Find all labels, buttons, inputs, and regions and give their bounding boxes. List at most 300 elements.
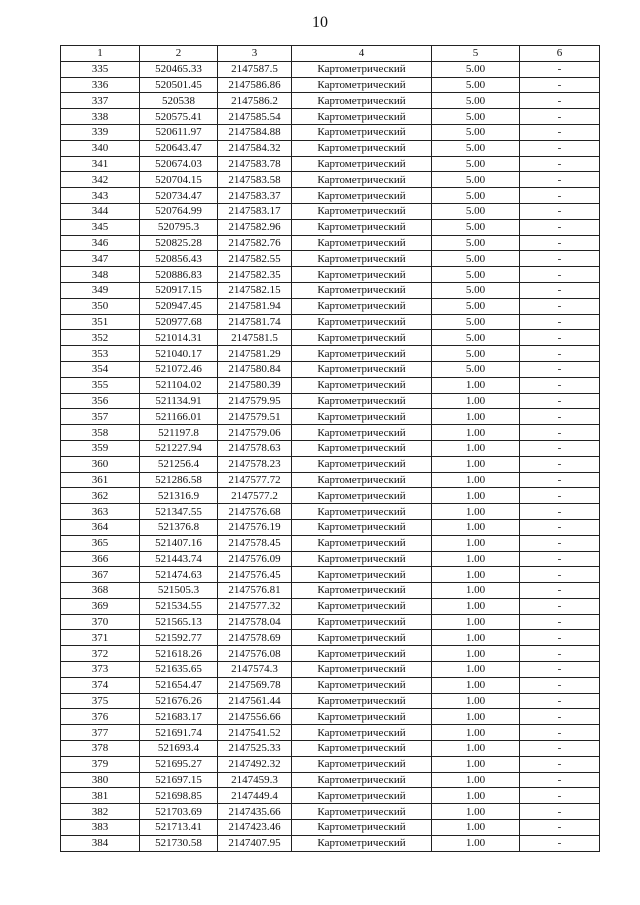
y-coordinate-cell: 2147578.23 [218, 456, 292, 472]
point-number-cell: 336 [61, 77, 140, 93]
x-coordinate-cell: 520611.97 [140, 124, 218, 140]
accuracy-cell: 5.00 [432, 203, 520, 219]
point-number-cell: 343 [61, 188, 140, 204]
method-cell: Картометрический [292, 188, 432, 204]
accuracy-cell: 5.00 [432, 188, 520, 204]
point-number-cell: 369 [61, 598, 140, 614]
description-cell: - [520, 519, 600, 535]
description-cell: - [520, 156, 600, 172]
x-coordinate-cell: 520886.83 [140, 267, 218, 283]
method-cell: Картометрический [292, 456, 432, 472]
method-cell: Картометрический [292, 251, 432, 267]
method-cell: Картометрический [292, 93, 432, 109]
table-row [61, 662, 600, 678]
y-coordinate-cell: 2147578.45 [218, 535, 292, 551]
point-number-cell: 362 [61, 488, 140, 504]
x-coordinate-cell: 520501.45 [140, 77, 218, 93]
y-coordinate-cell: 2147582.96 [218, 219, 292, 235]
method-cell: Картометрический [292, 377, 432, 393]
description-cell: - [520, 172, 600, 188]
table-row [61, 109, 600, 125]
point-number-cell: 337 [61, 93, 140, 109]
method-cell: Картометрический [292, 314, 432, 330]
column-header: 6 [520, 46, 600, 62]
table-row [61, 377, 600, 393]
accuracy-cell: 1.00 [432, 598, 520, 614]
description-cell: - [520, 741, 600, 757]
description-cell: - [520, 630, 600, 646]
table-row [61, 788, 600, 804]
method-cell: Картометрический [292, 203, 432, 219]
method-cell: Картометрический [292, 598, 432, 614]
description-cell: - [520, 756, 600, 772]
point-number-cell: 379 [61, 756, 140, 772]
x-coordinate-cell: 520704.15 [140, 172, 218, 188]
x-coordinate-cell: 520825.28 [140, 235, 218, 251]
column-header: 3 [218, 46, 292, 62]
table-row [61, 551, 600, 567]
x-coordinate-cell: 521698.85 [140, 788, 218, 804]
description-cell: - [520, 219, 600, 235]
accuracy-cell: 1.00 [432, 551, 520, 567]
accuracy-cell: 1.00 [432, 393, 520, 409]
method-cell: Картометрический [292, 772, 432, 788]
description-cell: - [520, 377, 600, 393]
table-row [61, 361, 600, 377]
method-cell: Картометрический [292, 693, 432, 709]
point-number-cell: 352 [61, 330, 140, 346]
table-row [61, 282, 600, 298]
method-cell: Картометрический [292, 282, 432, 298]
accuracy-cell: 1.00 [432, 820, 520, 836]
y-coordinate-cell: 2147578.63 [218, 440, 292, 456]
table-row [61, 693, 600, 709]
accuracy-cell: 5.00 [432, 77, 520, 93]
x-coordinate-cell: 521134.91 [140, 393, 218, 409]
point-number-cell: 354 [61, 361, 140, 377]
y-coordinate-cell: 2147578.69 [218, 630, 292, 646]
accuracy-cell: 1.00 [432, 425, 520, 441]
accuracy-cell: 1.00 [432, 709, 520, 725]
description-cell: - [520, 614, 600, 630]
y-coordinate-cell: 2147577.72 [218, 472, 292, 488]
y-coordinate-cell: 2147583.37 [218, 188, 292, 204]
method-cell: Картометрический [292, 741, 432, 757]
method-cell: Картометрический [292, 298, 432, 314]
x-coordinate-cell: 521014.31 [140, 330, 218, 346]
method-cell: Картометрический [292, 109, 432, 125]
point-number-cell: 344 [61, 203, 140, 219]
method-cell: Картометрический [292, 725, 432, 741]
column-header: 4 [292, 46, 432, 62]
column-header: 5 [432, 46, 520, 62]
table-row [61, 203, 600, 219]
accuracy-cell: 1.00 [432, 788, 520, 804]
x-coordinate-cell: 520977.68 [140, 314, 218, 330]
x-coordinate-cell: 521592.77 [140, 630, 218, 646]
table-row [61, 440, 600, 456]
table-row [61, 393, 600, 409]
method-cell: Картометрический [292, 361, 432, 377]
description-cell: - [520, 551, 600, 567]
point-number-cell: 373 [61, 662, 140, 678]
point-number-cell: 361 [61, 472, 140, 488]
description-cell: - [520, 109, 600, 125]
table-row [61, 598, 600, 614]
table-row [61, 409, 600, 425]
x-coordinate-cell: 521534.55 [140, 598, 218, 614]
y-coordinate-cell: 2147582.35 [218, 267, 292, 283]
y-coordinate-cell: 2147578.04 [218, 614, 292, 630]
accuracy-cell: 1.00 [432, 614, 520, 630]
accuracy-cell: 5.00 [432, 156, 520, 172]
y-coordinate-cell: 2147561.44 [218, 693, 292, 709]
x-coordinate-cell: 521676.26 [140, 693, 218, 709]
table-row [61, 330, 600, 346]
y-coordinate-cell: 2147586.86 [218, 77, 292, 93]
x-coordinate-cell: 520643.47 [140, 140, 218, 156]
accuracy-cell: 1.00 [432, 535, 520, 551]
y-coordinate-cell: 2147435.66 [218, 804, 292, 820]
y-coordinate-cell: 2147583.17 [218, 203, 292, 219]
method-cell: Картометрический [292, 267, 432, 283]
method-cell: Картометрический [292, 709, 432, 725]
accuracy-cell: 1.00 [432, 662, 520, 678]
coordinates-table [60, 45, 600, 852]
point-number-cell: 357 [61, 409, 140, 425]
method-cell: Картометрический [292, 677, 432, 693]
column-header: 1 [61, 46, 140, 62]
description-cell: - [520, 188, 600, 204]
table-row [61, 235, 600, 251]
method-cell: Картометрический [292, 409, 432, 425]
x-coordinate-cell: 520917.15 [140, 282, 218, 298]
x-coordinate-cell: 521227.94 [140, 440, 218, 456]
y-coordinate-cell: 2147579.95 [218, 393, 292, 409]
table-row [61, 219, 600, 235]
x-coordinate-cell: 521695.27 [140, 756, 218, 772]
accuracy-cell: 5.00 [432, 251, 520, 267]
x-coordinate-cell: 521072.46 [140, 361, 218, 377]
accuracy-cell: 5.00 [432, 298, 520, 314]
point-number-cell: 365 [61, 535, 140, 551]
x-coordinate-cell: 520575.41 [140, 109, 218, 125]
point-number-cell: 353 [61, 346, 140, 362]
y-coordinate-cell: 2147576.68 [218, 504, 292, 520]
table-row [61, 156, 600, 172]
y-coordinate-cell: 2147583.58 [218, 172, 292, 188]
table-row [61, 251, 600, 267]
x-coordinate-cell: 521197.8 [140, 425, 218, 441]
point-number-cell: 350 [61, 298, 140, 314]
method-cell: Картометрический [292, 630, 432, 646]
description-cell: - [520, 820, 600, 836]
point-number-cell: 359 [61, 440, 140, 456]
method-cell: Картометрический [292, 551, 432, 567]
accuracy-cell: 1.00 [432, 488, 520, 504]
accuracy-cell: 1.00 [432, 472, 520, 488]
x-coordinate-cell: 520538 [140, 93, 218, 109]
y-coordinate-cell: 2147576.81 [218, 583, 292, 599]
x-coordinate-cell: 520795.3 [140, 219, 218, 235]
method-cell: Картометрический [292, 788, 432, 804]
accuracy-cell: 1.00 [432, 409, 520, 425]
y-coordinate-cell: 2147581.94 [218, 298, 292, 314]
y-coordinate-cell: 2147579.06 [218, 425, 292, 441]
point-number-cell: 360 [61, 456, 140, 472]
point-number-cell: 347 [61, 251, 140, 267]
point-number-cell: 383 [61, 820, 140, 836]
point-number-cell: 380 [61, 772, 140, 788]
point-number-cell: 340 [61, 140, 140, 156]
point-number-cell: 364 [61, 519, 140, 535]
table-row [61, 61, 600, 77]
y-coordinate-cell: 2147586.2 [218, 93, 292, 109]
description-cell: - [520, 456, 600, 472]
x-coordinate-cell: 520764.99 [140, 203, 218, 219]
accuracy-cell: 5.00 [432, 219, 520, 235]
x-coordinate-cell: 521693.4 [140, 741, 218, 757]
x-coordinate-cell: 521256.4 [140, 456, 218, 472]
method-cell: Картометрический [292, 820, 432, 836]
description-cell: - [520, 93, 600, 109]
y-coordinate-cell: 2147449.4 [218, 788, 292, 804]
point-number-cell: 368 [61, 583, 140, 599]
x-coordinate-cell: 521691.74 [140, 725, 218, 741]
point-number-cell: 335 [61, 61, 140, 77]
accuracy-cell: 1.00 [432, 504, 520, 520]
description-cell: - [520, 772, 600, 788]
x-coordinate-cell: 520674.03 [140, 156, 218, 172]
method-cell: Картометрический [292, 235, 432, 251]
y-coordinate-cell: 2147576.08 [218, 646, 292, 662]
table-row [61, 172, 600, 188]
method-cell: Картометрический [292, 156, 432, 172]
description-cell: - [520, 725, 600, 741]
method-cell: Картометрический [292, 472, 432, 488]
table-row [61, 519, 600, 535]
accuracy-cell: 1.00 [432, 567, 520, 583]
page-number: 10 [312, 14, 328, 31]
point-number-cell: 345 [61, 219, 140, 235]
description-cell: - [520, 677, 600, 693]
description-cell: - [520, 709, 600, 725]
table-row [61, 677, 600, 693]
accuracy-cell: 1.00 [432, 440, 520, 456]
point-number-cell: 342 [61, 172, 140, 188]
description-cell: - [520, 583, 600, 599]
point-number-cell: 346 [61, 235, 140, 251]
description-cell: - [520, 488, 600, 504]
y-coordinate-cell: 2147407.95 [218, 835, 292, 851]
description-cell: - [520, 203, 600, 219]
point-number-cell: 367 [61, 567, 140, 583]
description-cell: - [520, 330, 600, 346]
accuracy-cell: 1.00 [432, 630, 520, 646]
y-coordinate-cell: 2147556.66 [218, 709, 292, 725]
y-coordinate-cell: 2147423.46 [218, 820, 292, 836]
point-number-cell: 381 [61, 788, 140, 804]
y-coordinate-cell: 2147576.45 [218, 567, 292, 583]
description-cell: - [520, 393, 600, 409]
x-coordinate-cell: 521040.17 [140, 346, 218, 362]
table-body [61, 61, 600, 851]
description-cell: - [520, 804, 600, 820]
y-coordinate-cell: 2147582.15 [218, 282, 292, 298]
table-row [61, 835, 600, 851]
y-coordinate-cell: 2147580.84 [218, 361, 292, 377]
x-coordinate-cell: 520465.33 [140, 61, 218, 77]
y-coordinate-cell: 2147584.32 [218, 140, 292, 156]
x-coordinate-cell: 521565.13 [140, 614, 218, 630]
method-cell: Картометрический [292, 519, 432, 535]
table-row [61, 646, 600, 662]
accuracy-cell: 1.00 [432, 725, 520, 741]
x-coordinate-cell: 521166.01 [140, 409, 218, 425]
point-number-cell: 349 [61, 282, 140, 298]
y-coordinate-cell: 2147541.52 [218, 725, 292, 741]
method-cell: Картометрический [292, 488, 432, 504]
description-cell: - [520, 298, 600, 314]
accuracy-cell: 1.00 [432, 377, 520, 393]
accuracy-cell: 5.00 [432, 109, 520, 125]
y-coordinate-cell: 2147492.32 [218, 756, 292, 772]
point-number-cell: 378 [61, 741, 140, 757]
description-cell: - [520, 835, 600, 851]
x-coordinate-cell: 521104.02 [140, 377, 218, 393]
description-cell: - [520, 77, 600, 93]
x-coordinate-cell: 521443.74 [140, 551, 218, 567]
point-number-cell: 348 [61, 267, 140, 283]
description-cell: - [520, 472, 600, 488]
y-coordinate-cell: 2147582.76 [218, 235, 292, 251]
method-cell: Картометрический [292, 646, 432, 662]
method-cell: Картометрический [292, 583, 432, 599]
point-number-cell: 341 [61, 156, 140, 172]
description-cell: - [520, 140, 600, 156]
accuracy-cell: 1.00 [432, 756, 520, 772]
table-row [61, 725, 600, 741]
table-row [61, 314, 600, 330]
description-cell: - [520, 282, 600, 298]
table-row [61, 504, 600, 520]
x-coordinate-cell: 521683.17 [140, 709, 218, 725]
method-cell: Картометрический [292, 662, 432, 678]
point-number-cell: 372 [61, 646, 140, 662]
description-cell: - [520, 267, 600, 283]
y-coordinate-cell: 2147574.3 [218, 662, 292, 678]
x-coordinate-cell: 520947.45 [140, 298, 218, 314]
accuracy-cell: 1.00 [432, 677, 520, 693]
description-cell: - [520, 361, 600, 377]
description-cell: - [520, 440, 600, 456]
y-coordinate-cell: 2147581.74 [218, 314, 292, 330]
x-coordinate-cell: 521407.16 [140, 535, 218, 551]
table-row [61, 188, 600, 204]
x-coordinate-cell: 521635.65 [140, 662, 218, 678]
accuracy-cell: 5.00 [432, 346, 520, 362]
method-cell: Картометрический [292, 172, 432, 188]
x-coordinate-cell: 520856.43 [140, 251, 218, 267]
accuracy-cell: 1.00 [432, 772, 520, 788]
y-coordinate-cell: 2147459.3 [218, 772, 292, 788]
table-row [61, 267, 600, 283]
table-row [61, 583, 600, 599]
description-cell: - [520, 409, 600, 425]
accuracy-cell: 1.00 [432, 646, 520, 662]
table-row [61, 488, 600, 504]
description-cell: - [520, 535, 600, 551]
accuracy-cell: 5.00 [432, 124, 520, 140]
description-cell: - [520, 61, 600, 77]
y-coordinate-cell: 2147569.78 [218, 677, 292, 693]
table-row [61, 472, 600, 488]
accuracy-cell: 5.00 [432, 235, 520, 251]
method-cell: Картометрический [292, 124, 432, 140]
table-row [61, 804, 600, 820]
method-cell: Картометрический [292, 835, 432, 851]
method-cell: Картометрический [292, 614, 432, 630]
accuracy-cell: 1.00 [432, 804, 520, 820]
description-cell: - [520, 693, 600, 709]
y-coordinate-cell: 2147581.5 [218, 330, 292, 346]
x-coordinate-cell: 521713.41 [140, 820, 218, 836]
point-number-cell: 374 [61, 677, 140, 693]
method-cell: Картометрический [292, 504, 432, 520]
description-cell: - [520, 662, 600, 678]
accuracy-cell: 5.00 [432, 61, 520, 77]
point-number-cell: 338 [61, 109, 140, 125]
accuracy-cell: 1.00 [432, 693, 520, 709]
description-cell: - [520, 646, 600, 662]
accuracy-cell: 1.00 [432, 519, 520, 535]
table-row [61, 346, 600, 362]
x-coordinate-cell: 521286.58 [140, 472, 218, 488]
x-coordinate-cell: 521505.3 [140, 583, 218, 599]
point-number-cell: 384 [61, 835, 140, 851]
y-coordinate-cell: 2147525.33 [218, 741, 292, 757]
table-row [61, 77, 600, 93]
accuracy-cell: 5.00 [432, 282, 520, 298]
point-number-cell: 376 [61, 709, 140, 725]
point-number-cell: 366 [61, 551, 140, 567]
x-coordinate-cell: 521730.58 [140, 835, 218, 851]
accuracy-cell: 5.00 [432, 172, 520, 188]
y-coordinate-cell: 2147583.78 [218, 156, 292, 172]
table-row [61, 140, 600, 156]
method-cell: Картометрический [292, 77, 432, 93]
accuracy-cell: 1.00 [432, 741, 520, 757]
point-number-cell: 370 [61, 614, 140, 630]
description-cell: - [520, 251, 600, 267]
accuracy-cell: 1.00 [432, 456, 520, 472]
method-cell: Картометрический [292, 567, 432, 583]
point-number-cell: 351 [61, 314, 140, 330]
table-row [61, 614, 600, 630]
method-cell: Картометрический [292, 61, 432, 77]
y-coordinate-cell: 2147577.32 [218, 598, 292, 614]
description-cell: - [520, 567, 600, 583]
accuracy-cell: 5.00 [432, 314, 520, 330]
method-cell: Картометрический [292, 140, 432, 156]
x-coordinate-cell: 521474.63 [140, 567, 218, 583]
x-coordinate-cell: 521618.26 [140, 646, 218, 662]
point-number-cell: 375 [61, 693, 140, 709]
method-cell: Картометрический [292, 219, 432, 235]
accuracy-cell: 5.00 [432, 140, 520, 156]
accuracy-cell: 5.00 [432, 267, 520, 283]
y-coordinate-cell: 2147581.29 [218, 346, 292, 362]
